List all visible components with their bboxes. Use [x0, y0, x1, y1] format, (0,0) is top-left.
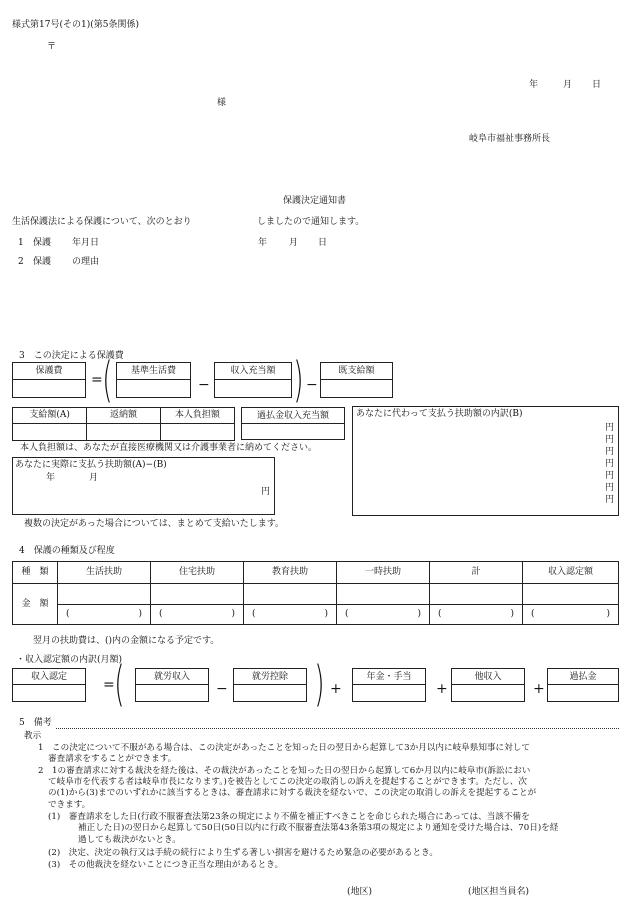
- item1-label-a: 保護: [33, 238, 52, 248]
- next-education: ( ): [244, 604, 337, 624]
- document-title: 保護決定通知書: [283, 196, 347, 206]
- yen-1: 円: [604, 423, 614, 433]
- item2-label-a: 保護: [33, 257, 52, 267]
- item1-label-b: 年月日: [72, 238, 100, 248]
- type-header: 種 類: [13, 562, 58, 584]
- base-living-label: 基準生活費: [117, 363, 190, 380]
- footer-area: (地区): [347, 887, 373, 897]
- note-line-11: (3) その他裁決を経ないことにつき正当な理由があるとき。: [48, 860, 284, 870]
- section4-title: 4 保護の種類及び程度: [19, 546, 115, 556]
- payment-table: [12, 407, 235, 441]
- next-month-note: 翌月の扶助費は、()内の金額になる予定です。: [33, 636, 220, 646]
- overpay-offset-label: 過払金収入充当額: [242, 408, 344, 424]
- yen-7: 円: [604, 495, 614, 505]
- col-living: 生活扶助: [58, 562, 151, 584]
- plus-sign-2: +: [436, 681, 448, 697]
- overpay-offset-box: [241, 407, 345, 440]
- breakdown-box: [352, 406, 619, 516]
- already-paid-box: [320, 362, 393, 398]
- section5-title: 5 備考: [19, 718, 52, 728]
- note-line-2: 審査請求をすることができます。: [48, 754, 177, 764]
- work-deduction-box: [233, 668, 307, 702]
- plus-sign-3: +: [533, 681, 545, 697]
- plus-sign-1: +: [330, 681, 342, 697]
- protection-fee-label: 保護費: [13, 363, 85, 380]
- self-burden-label: 本人負担額: [160, 408, 234, 424]
- item1-number: 1: [18, 238, 24, 248]
- already-paid-label: 既支給額: [321, 363, 392, 380]
- yen-4: 円: [604, 459, 614, 469]
- yen-5: 円: [604, 471, 614, 481]
- amount-label: 金 額: [13, 584, 58, 625]
- actual-payment-month: 月: [89, 473, 99, 483]
- close-paren: ): [293, 352, 304, 408]
- postal-mark: 〒: [47, 42, 57, 52]
- issuer: 岐阜市福祉事務所長: [469, 134, 551, 144]
- income-offset-box: [214, 362, 292, 398]
- open-paren-2: (: [114, 656, 125, 712]
- next-temporary: ( ): [337, 604, 430, 624]
- self-burden-value: [160, 424, 234, 441]
- amount-income: [523, 584, 619, 604]
- item1-day: 日: [318, 238, 328, 248]
- actual-payment-yen: 円: [260, 487, 270, 497]
- minus-sign-3: −: [216, 681, 228, 697]
- other-income-box: [451, 668, 525, 702]
- actual-payment-box: [12, 457, 275, 515]
- intro-text-right: しましたので通知します。: [257, 217, 365, 227]
- overpayment-label: 過払金: [548, 669, 618, 685]
- amount-housing: [151, 584, 244, 604]
- amount-temporary: [337, 584, 430, 604]
- income-breakdown-title: ・収入認定額の内訳(月額): [16, 655, 123, 665]
- base-living-box: [116, 362, 191, 398]
- self-burden-note: 本人負担額は、あなたが直接医療機関又は介護事業者に納めてください。: [20, 443, 318, 453]
- amount-living: [58, 584, 151, 604]
- next-living: ( ): [58, 604, 151, 624]
- work-deduction-label: 就労控除: [234, 669, 306, 685]
- protection-type-table: [12, 561, 619, 625]
- equals-sign: =: [91, 372, 103, 388]
- breakdown-title: あなたに代わって支払う扶助額の内訳(B): [356, 409, 523, 419]
- note-line-1: 1 この決定について不服がある場合は、この決定があったことを知った日の翌日から起算して3か月以内に岐阜県知事に対して: [38, 743, 530, 753]
- payment-amount-label: 支給額(A): [13, 408, 87, 424]
- form-number: 様式第17号(その1)(第5条関係): [12, 20, 139, 30]
- footer-staff: (地区担当員名): [468, 887, 530, 897]
- protection-fee-box: [12, 362, 86, 398]
- item1-year: 年: [258, 238, 268, 248]
- item2-number: 2: [18, 257, 24, 267]
- item1-month: 月: [289, 238, 299, 248]
- income-recognized-box: [12, 668, 86, 702]
- yen-6: 円: [604, 483, 614, 493]
- refund-amount-value: [87, 424, 160, 441]
- addressee-suffix: 様: [217, 98, 227, 108]
- col-total: 計: [430, 562, 523, 584]
- next-total: ( ): [430, 604, 523, 624]
- next-income: ( ): [523, 604, 619, 624]
- pension-label: 年金・手当: [353, 669, 425, 685]
- amount-education: [244, 584, 337, 604]
- work-income-label: 就労収入: [136, 669, 208, 685]
- note-line-7: (1) 審査請求をした日(行政不服審査法第23条の規定により不備を補正すべきことを命じられた場合にあっては、当該不備を: [48, 812, 530, 822]
- col-education: 教育扶助: [244, 562, 337, 584]
- actual-payment-year: 年: [46, 473, 56, 483]
- note-line-4: て岐阜市を代表する者は岐阜市長になります。)を被告としてこの決定の取消しの訴えを提起することができます。ただし、次: [48, 777, 527, 787]
- col-temporary: 一時扶助: [337, 562, 430, 584]
- yen-2: 円: [604, 435, 614, 445]
- note-line-9: 過しても裁決がないとき。: [78, 835, 181, 845]
- yen-3: 円: [604, 447, 614, 457]
- next-housing: ( ): [151, 604, 244, 624]
- note-line-6: できます。: [48, 800, 91, 810]
- date-month: 月: [563, 80, 573, 90]
- col-income-recognized: 収入認定額: [523, 562, 619, 584]
- section3-title: 3 この決定による保護費: [19, 351, 124, 361]
- amount-total: [430, 584, 523, 604]
- pension-box: [352, 668, 426, 702]
- note-line-5: の(1)から(3)までのいずれかに該当するときは、審査請求に対する裁決を経ないで、この決定の取消しの訴えを提起することが: [48, 788, 537, 798]
- notes-heading: 教示: [24, 731, 42, 741]
- overpayment-box: [547, 668, 619, 702]
- multi-decision-note: 複数の決定があった場合については、まとめて支給いたします。: [24, 519, 285, 529]
- intro-text-left: 生活保護法による保護について、次のとおり: [12, 217, 192, 227]
- income-recognized-label: 収入認定: [13, 669, 85, 685]
- date-year: 年: [529, 80, 539, 90]
- note-line-10: (2) 決定、決定の執行又は手続の続行により生ずる著しい損害を避けるため緊急の必要があるとき。: [48, 848, 438, 858]
- payment-amount-value: [13, 424, 87, 441]
- other-income-label: 他収入: [452, 669, 524, 685]
- income-offset-label: 収入充当額: [215, 363, 291, 380]
- refund-amount-label: 返納額: [87, 408, 160, 424]
- actual-payment-title: あなたに実際に支払う扶助額(A)−(B): [15, 460, 167, 470]
- close-paren-2: ): [314, 656, 325, 712]
- remarks-line: [56, 728, 619, 729]
- equals-sign-2: =: [103, 677, 115, 693]
- work-income-box: [135, 668, 209, 702]
- date-day: 日: [592, 80, 602, 90]
- minus-sign-2: −: [306, 377, 318, 393]
- col-housing: 住宅扶助: [151, 562, 244, 584]
- open-paren: (: [102, 352, 113, 408]
- item2-label-b: の理由: [72, 257, 100, 267]
- note-line-3: 2 1の審査請求に対する裁決を経た後は、その裁決があったことを知った日の翌日から起算して6か月以内に岐阜市(訴訟におい: [38, 766, 531, 776]
- minus-sign-1: −: [198, 377, 210, 393]
- note-line-8: 補正した日)の翌日から起算して50日(50日以内に行政不服審査法第43条第3項の規定により通知を受けた場合は、70日)を経: [78, 823, 559, 833]
